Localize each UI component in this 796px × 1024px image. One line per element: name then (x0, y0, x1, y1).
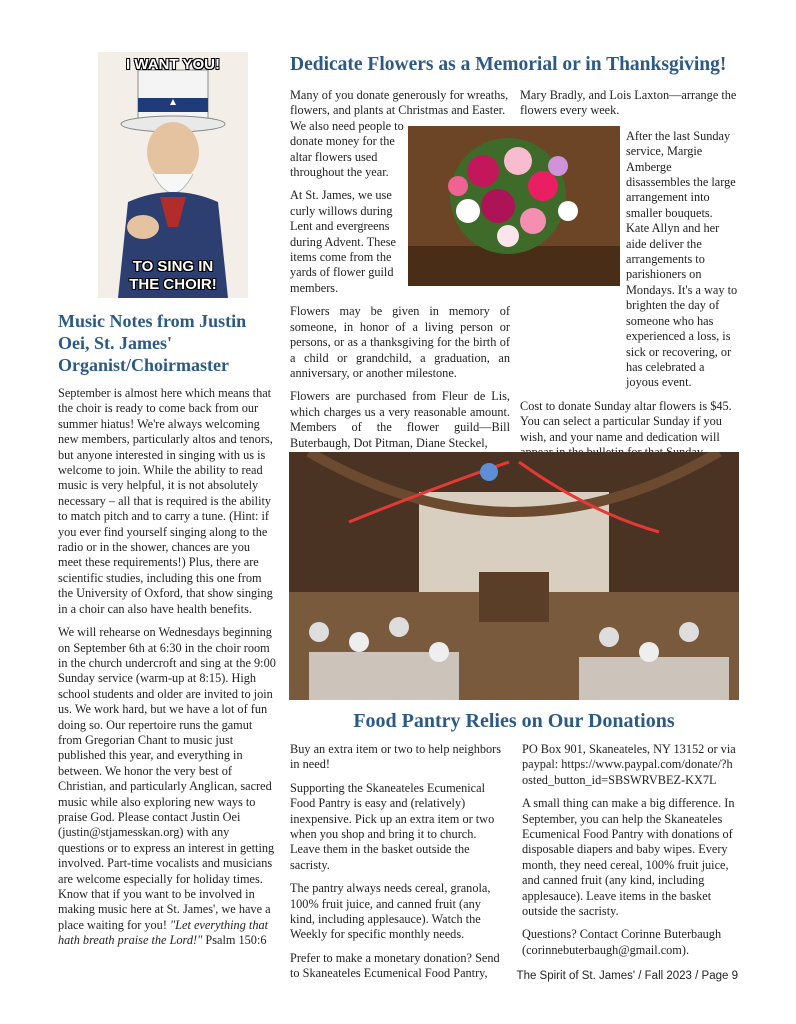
pantry-paragraph-6: A small thing can make a big difference. In September, you can help the Skaneateles Ecumenical Food Pantry with donations of disposable diapers and baby wipes. Every month, they need cereal, 100% fruit juice, and canned fruit (any kind, including applesauce). Leave items in the basket outside the sacristy. (522, 796, 735, 919)
flowers-cost: Cost to donate Sunday altar flowers is $45. You can select a particular Sunday if you wish, and your name and dedication will (520, 398, 732, 444)
flowers-memory: Flowers may be given in memory of someone, in honor of a living person or persons, or as a thanksgiving for the birth of a child or grandchild, a graduation, an anniversary, or another milestone. (290, 304, 510, 380)
music-quote: "Let everything that hath breath praise the Lord!" (58, 917, 269, 948)
pantry-paragraph-3: The pantry always needs cereal, granola, 100% fruit juice, and canned fruit (any kind, including applesauce). Watch the Weekly for specific monthly needs. (290, 881, 491, 942)
flowers-willows: At St. James, we use curly willows during Lent and evergreens during Advent. These items come from the yards of flower guild members. (290, 188, 396, 295)
poster-bottom-text-1: TO SING IN (132, 258, 214, 275)
pantry-paragraph-5: PO Box 901, Skaneateles, NY 13152 or via paypal: https://www.paypal.com/donate/?hosted_button_id=SBSWRVBEZ-KX7L (522, 742, 736, 787)
flowers-purchased: Flowers are purchased from Fleur de Lis, which charges us a very reasonable amount. Members of the flower guild—Bill Buterbaugh, Dot Pitman, Diane Steckel, (290, 389, 510, 450)
music-heading: Music Notes from Justin Oei, St. James' Organist/Choirmaster (58, 311, 247, 375)
music-paragraph-2: We will rehearse on Wednesdays beginning on September 6th at 6:30 in the choir room in the church undercroft and sing at the 9:00 Sunday service (warm-up at 8:15). High school students and older are invited to join us. We work hard, but we have a lot of fun doing so. Our repertoire runs the gamut from Gregorian Chant to music just published this year, and everything in between. We honor the very best of Christian, and particularly Anglican, sacred music while also exploring new ways to praise God. Please contact Justin Oei (justin@stjamesskan.org) with any questions or to express an interest in getting involved. Part-time vocalists and musicians are welcome especially for holiday times. (58, 625, 276, 886)
pantry-paragraph-1: Buy an extra item or two to help neighbors in need! (290, 742, 502, 772)
pantry-heading: Food Pantry Relies on Our Donations (353, 710, 675, 732)
music-paragraph-3 (58, 887, 276, 949)
music-closing-text: Know that if you want to be involved in making music here at St. James', we have a place waiting for you! (58, 887, 271, 932)
page-footer: The Spirit of St. James' / Fall 2023 / Page 9 (516, 970, 738, 982)
uncle-sam-poster (98, 52, 248, 298)
pantry-column-2 (522, 742, 738, 958)
poster-top-text: I WANT YOU! (126, 56, 220, 73)
flowers-intro-1: Many of you donate generously for wreaths, flowers, and plants at Christmas and Easter. (290, 88, 509, 118)
flowers-intro-2: We also need people to donate money for the altar flowers used throughout the year. (290, 118, 404, 180)
choir-church-photo (289, 452, 739, 700)
pantry-paragraph-4: Prefer to make a monetary donation? Send to Skaneateles Ecumenical Food Pantry, (290, 950, 500, 981)
flowers-after: After the last Sunday service, Margie Amberge disassembles the large arrangement into smaller bouquets. Kate Allyn and her aide deliver the arrangements to parishioners on Mondays. It's a way to brighten the day of someone who has experienced a loss, is sick or recovering, or has celebrated a joyous event. (626, 128, 738, 390)
pantry-paragraph-2: Supporting the Skaneateles Ecumenical Food Pantry is easy and (relatively) inexpensive. Pick up an extra item or two when you shop and bring it to church. Leave them in the basket outside the sacristy. (290, 780, 495, 872)
church-interior-illustration (289, 452, 739, 700)
music-column (58, 386, 276, 949)
music-citation: Psalm 150:6 (202, 933, 267, 948)
flowers-heading: Dedicate Flowers as a Memorial or in Thanksgiving! (290, 54, 727, 75)
music-paragraph-1: September is almost here which means that the choir is ready to come back from our summer hiatus! We're always welcoming new members, particularly altos and tenors, but anyone interested in singing with us is welcome to join. While the ability to read music is very helpful, it is not absolutely necessary – all that is required is the ability to match pitch and to carry a tune. (Hint: if you ever find yourself singing along to the radio or in the shower, chances are you meet these requirements!) Plus, there are scientific studies, including this one from the University of Oxford, that show singing in a choir can also have health benefits. (58, 386, 273, 616)
pantry-column-1 (290, 742, 508, 982)
poster-bottom-text-2: THE CHOIR! (129, 276, 217, 293)
pantry-paragraph-7: Questions? Contact Corinne Buterbaugh (corinnebuterbaugh@gmail.com). (522, 927, 722, 957)
flowers-arrange: Mary Bradly, and Lois Laxton—arrange the flowers every week. (520, 88, 737, 118)
flowers-column-2 (520, 88, 738, 515)
